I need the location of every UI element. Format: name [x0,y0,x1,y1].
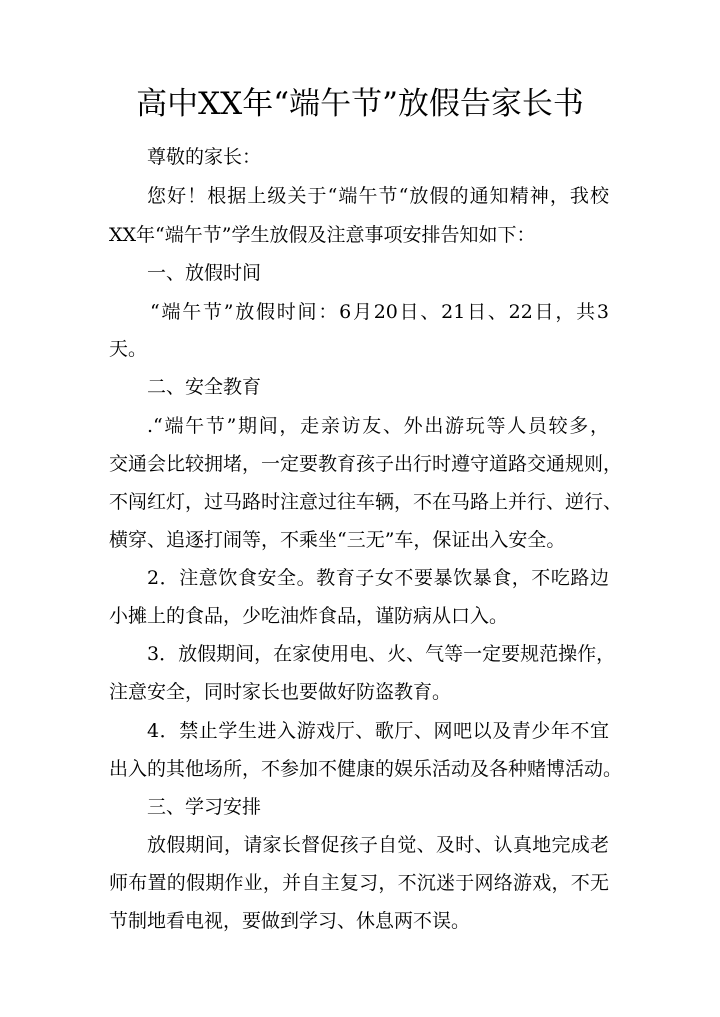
salutation: 尊敬的家长： [147,146,262,168]
paragraph-line: 师布置的假期作业，并自主复习，不沉迷于网络游戏，不无 [109,872,609,894]
paragraph-line: 小摊上的食品，少吃油炸食品，谨防病从口入。 [109,605,509,627]
paragraph-line: 4．禁止学生进入游戏厅、歌厅、网吧以及青少年不宜 [147,720,609,742]
paragraph-line: 放假期间，请家长督促孩子自觉、及时、认真地完成老 [147,834,609,856]
document-title: 高中XX年“端午节”放假告家长书 [136,86,584,122]
section-heading: 一、放假时间 [147,262,262,284]
paragraph-line: 横穿、追逐打闹等，不乘坐“三无”车，保证出入安全。 [109,529,566,551]
intro-line: XX年“端午节”学生放假及注意事项安排告知如下： [109,224,536,246]
paragraph-line: 天。 [109,338,148,360]
paragraph-line: 2．注意饮食安全。教育子女不要暴饮暴食，不吃路边 [147,567,609,589]
paragraph-line: 节制地看电视，要做到学习、休息两不误。 [109,910,471,932]
paragraph-line: “端午节”放假时间：6月20日、21日、22日，共3 [150,301,609,323]
paragraph-line: 不闯红灯，过马路时注意过往车辆，不在马路上并行、逆行、 [109,491,623,513]
section-heading: 二、安全教育 [147,376,262,398]
intro-line: 您好！根据上级关于“端午节“放假的通知精神，我校 [147,185,609,207]
section-heading: 三、学习安排 [147,796,262,818]
paragraph-line: 3．放假期间，在家使用电、火、气等一定要规范操作， [147,643,616,665]
paragraph-line: 出入的其他场所，不参加不健康的娱乐活动及各种赌博活动。 [109,758,623,780]
paragraph-line: 注意安全，同时家长也要做好防盗教育。 [109,681,452,703]
paragraph-line: 交通会比较拥堵，一定要教育孩子出行时遵守道路交通规则， [109,453,623,475]
paragraph-line: .“端午节”期间，走亲访友、外出游玩等人员较多， [147,415,609,437]
